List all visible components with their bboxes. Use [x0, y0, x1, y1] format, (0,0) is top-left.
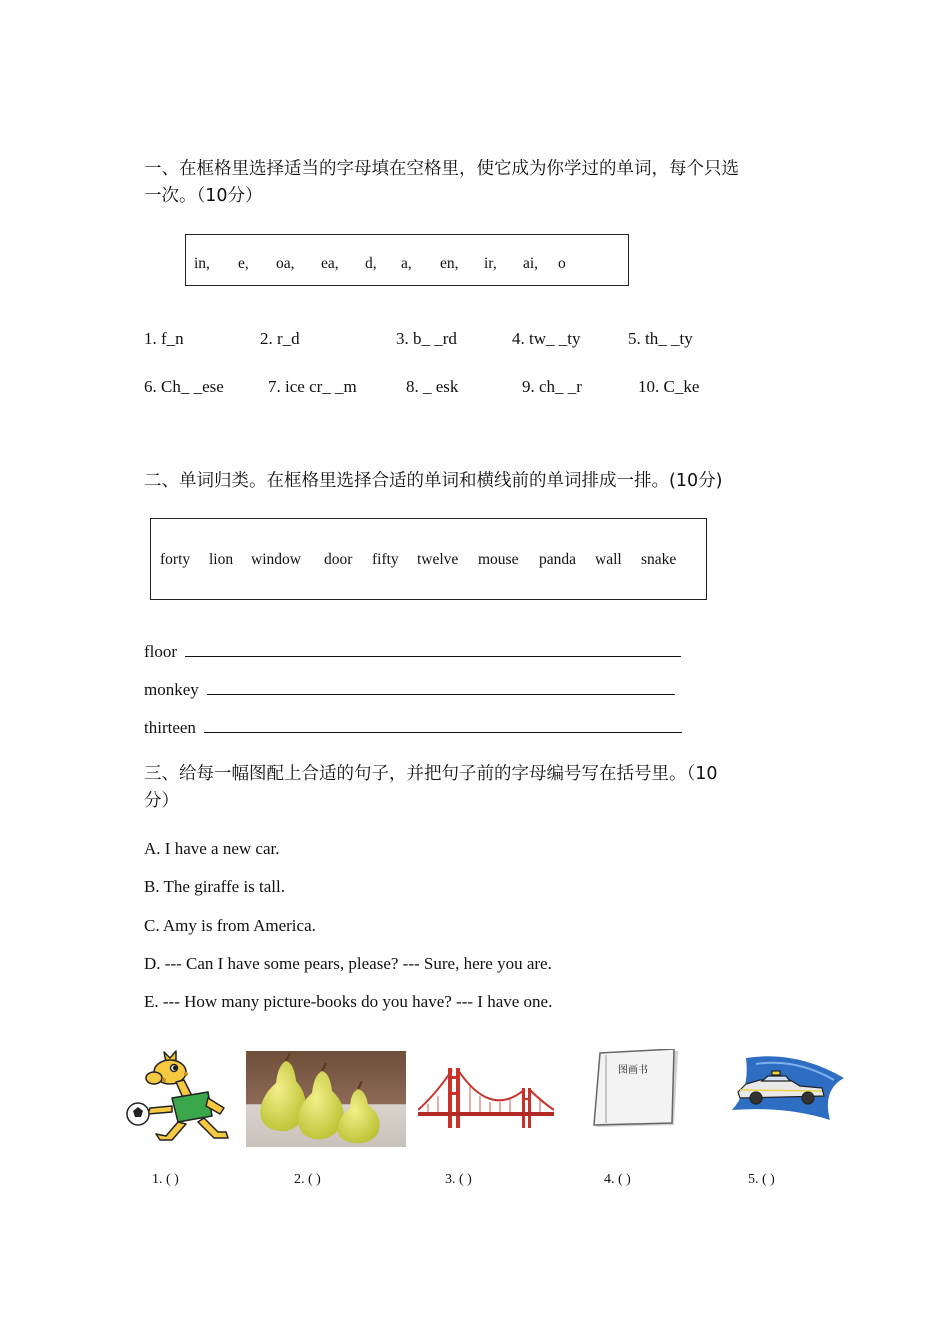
word-option: snake: [641, 551, 677, 568]
word-option: panda: [539, 551, 577, 568]
category-row: [144, 678, 675, 701]
giraffe-soccer-icon: [126, 1050, 236, 1146]
word-option: mouse: [478, 551, 519, 568]
bridge-icon: [418, 1058, 554, 1140]
category-row-label: monkey: [144, 680, 199, 699]
category-row: [144, 640, 681, 663]
category-row-label: thirteen: [144, 718, 196, 737]
section1-title-line2: 一次。（10分）: [144, 186, 263, 206]
word-option: window: [251, 551, 301, 568]
section1-title: [144, 156, 824, 210]
letter-option: ea,: [321, 255, 339, 272]
sentence-option: E. --- How many picture-books do you have? --- I have one.: [144, 992, 553, 1011]
word-option: fifty: [372, 551, 399, 568]
category-row: [144, 716, 682, 739]
word-options-box: [150, 518, 707, 600]
word-option: twelve: [417, 551, 459, 568]
letter-option: d,: [365, 255, 377, 272]
section3-title-line1: 三、给每一幅图配上合适的句子，并把句子前的字母编号写在括号里。（10: [144, 764, 718, 784]
picture-answer-blank[interactable]: 4. ( ): [604, 1172, 631, 1187]
picture-answer-blank[interactable]: 5. ( ): [748, 1172, 775, 1187]
fill-item: 5. th_ _ty: [628, 329, 693, 348]
word-option: wall: [595, 551, 622, 568]
sentence-option: B. The giraffe is tall.: [144, 877, 286, 896]
letter-option: oa,: [276, 255, 295, 272]
letter-option: ai,: [523, 255, 539, 272]
answer-line[interactable]: [204, 716, 682, 733]
fill-item: 7. ice cr_ _m: [268, 377, 357, 396]
fill-item: 9. ch_ _r: [522, 377, 582, 396]
letter-option: o: [558, 255, 566, 272]
fill-item: 3. b_ _rd: [396, 329, 457, 348]
sentence-option: A. I have a new car.: [144, 839, 280, 858]
fill-item: 6. Ch_ _ese: [144, 377, 224, 396]
picture-answer-blank[interactable]: 3. ( ): [445, 1172, 472, 1187]
taxi-icon: [726, 1050, 846, 1126]
fill-item: 1. f_n: [144, 329, 184, 348]
pears-icon: [246, 1051, 406, 1147]
section3-title: [144, 761, 824, 815]
letter-option: in,: [194, 255, 210, 272]
book-title-text: 图画书: [618, 1065, 648, 1076]
sentence-option: D. --- Can I have some pears, please? --- Sure, here you are.: [144, 954, 552, 973]
fill-item: 4. tw_ _ty: [512, 329, 581, 348]
category-row-label: floor: [144, 642, 178, 661]
picture-answer-blank[interactable]: 1. ( ): [152, 1172, 179, 1187]
answer-line[interactable]: [185, 640, 681, 657]
letter-option: en,: [440, 255, 459, 272]
letter-option: a,: [401, 255, 412, 272]
word-option: door: [324, 551, 353, 568]
answer-line[interactable]: [207, 678, 675, 695]
letter-option: ir,: [484, 255, 497, 272]
section3-title-line2: 分）: [144, 791, 179, 811]
picture-book-icon: [592, 1049, 684, 1129]
word-option: lion: [209, 551, 234, 568]
section2-title: 二、单词归类。在框格里选择合适的单词和横线前的单词排成一排。(10分): [144, 471, 723, 491]
fill-item: 10. C_ke: [638, 377, 700, 396]
letter-option: e,: [238, 255, 249, 272]
fill-item: 8. _ esk: [406, 377, 459, 396]
letter-options-box: [185, 234, 629, 286]
fill-item: 2. r_d: [260, 329, 300, 348]
picture-answer-blank[interactable]: 2. ( ): [294, 1172, 321, 1187]
section1-title-line1: 一、在框格里选择适当的字母填在空格里，使它成为你学过的单词，每个只选: [144, 159, 739, 179]
sentence-option: C. Amy is from America.: [144, 916, 316, 935]
word-option: forty: [160, 551, 191, 568]
